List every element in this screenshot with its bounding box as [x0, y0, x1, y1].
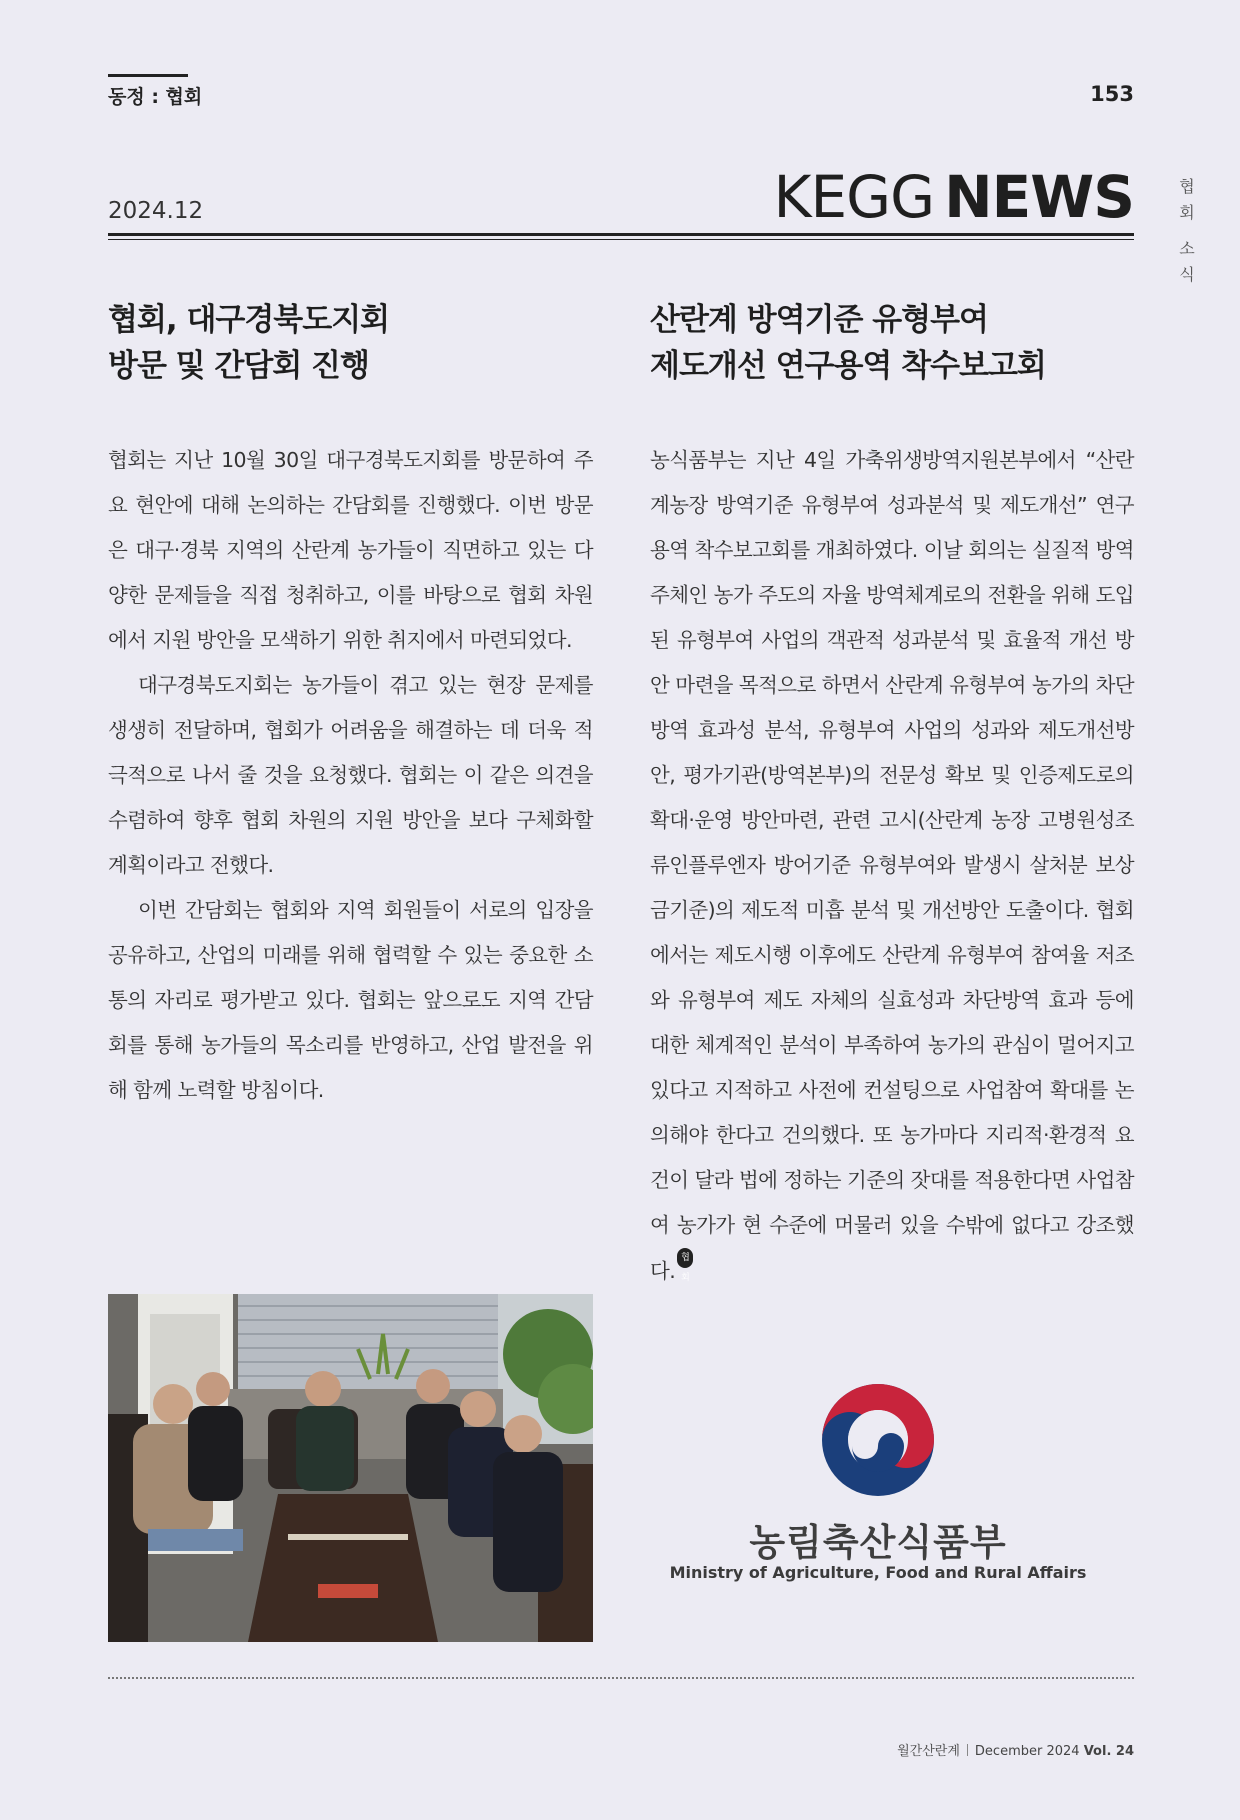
- side-tab: [1176, 174, 1198, 288]
- footer-month: December 2024: [974, 1744, 1080, 1759]
- right-paragraph: 농식품부는 지난 4일 가축위생방역지원본부에서 “산란계농장 방역기준 유형부여 성과분석 및 제도개선” 연구용역 착수보고회를 개최하였다. 이날 회의는 실질적 방역주체인 농가 주도의 자율 방역체계로의 전환을 위해 도입된 유형부여 사업의 객관적 성과분석 및 효율적 개선 방안 마련을 목적으로 하면서 산란계 유형부여 농가의 차단방역 효과성 분석, 유형부여 사업의 성과와 제도개선방안, 평가기관(방역본부)의 전문성 확보 및 인증제도로의 확대·운영 방안마련, 관련 고시(산란계 농장 고병원성조류인플루엔자 방어기준 유형부여와 발생시 살처분 보상금기준)의 제도적 미흡 분석 및 개선방안 도출이다. 협회에서는 제도시행 이후에도 산란계 유형부여 참여율 저조와 유형부여 제도 자체의 실효성과 차단방역 효과 등에 대한 체계적인 분석이 부족하여 농가의 관심이 멀어지고 있다고 지적하고 사전에 컨설팅으로 사업참여 확대를 논의해야 한다고 건의했다. 또 농가마다 지리적·환경적 요건이 달라 법에 정하는 기준의 잣대를 적용한다면 사업참여 농가가 현 수준에 머물러 있을 수밖에 없다고 강조했다.: [650, 448, 1134, 1283]
- left-title-line: 협회, 대구경북도지회: [108, 302, 390, 338]
- section-rule: [108, 74, 188, 77]
- masthead-rule-thin: [108, 239, 1134, 240]
- side-tab-char: 소: [1179, 239, 1195, 258]
- masthead-bold: NEWS: [944, 163, 1134, 231]
- section-label: 동정 : 협회: [108, 86, 203, 108]
- ministry-name-english: Ministry of Agriculture, Food and Rural Affairs: [669, 1563, 1087, 1582]
- left-article-body: [108, 438, 593, 1113]
- side-tab-char: 협: [1179, 177, 1195, 196]
- right-title-line: 제도개선 연구용역 착수보고회: [650, 348, 1046, 384]
- right-title-line: 산란계 방역기준 유형부여: [650, 302, 988, 338]
- left-paragraph: 이번 간담회는 협회와 지역 회원들이 서로의 입장을 공유하고, 산업의 미래를 위해 협력할 수 있는 중요한 소통의 자리로 평가받고 있다. 협회는 앞으로도 지역 간담회를 통해 농가들의 목소리를 반영하고, 산업 발전을 위해 함께 노력할 방침이다.: [108, 898, 593, 1102]
- side-tab-char: 회: [1179, 203, 1195, 222]
- right-article-title: [650, 297, 1134, 389]
- ministry-name-korean: 농림축산식품부: [749, 1521, 1007, 1564]
- left-paragraph: 협회는 지난 10월 30일 대구경북도지회를 방문하여 주요 현안에 대해 논의하는 간담회를 진행했다. 이번 방문은 대구·경북 지역의 산란계 농가들이 직면하고 있는 다양한 문제들을 직접 청취하고, 이를 바탕으로 협회 차원에서 지원 방안을 모색하기 위한 취지에서 마련되었다.: [108, 448, 593, 652]
- taegeuk-logo-icon: [822, 1384, 934, 1496]
- masthead-rule: [108, 233, 1134, 236]
- issue-date: 2024.12: [108, 198, 204, 224]
- masthead-light: KEGG: [773, 163, 935, 231]
- page-number: 153: [1090, 82, 1134, 106]
- end-mark-icon: 협회: [677, 1248, 693, 1268]
- footer-rule: [108, 1677, 1134, 1679]
- side-tab-char: 식: [1179, 265, 1195, 284]
- footer-volume: Vol. 24: [1083, 1744, 1134, 1759]
- meeting-photo: [108, 1294, 593, 1642]
- footer: [897, 1740, 1134, 1759]
- left-article-title: [108, 297, 593, 389]
- left-paragraph: 대구경북도지회는 농가들이 겪고 있는 현장 문제를 생생히 전달하며, 협회가 어려움을 해결하는 데 더욱 적극적으로 나서 줄 것을 요청했다. 협회는 이 같은 의견을 수렴하여 향후 협회 차원의 지원 방안을 보다 구체화할 계획이라고 전했다.: [108, 673, 593, 877]
- footer-separator: [967, 1744, 968, 1756]
- footer-magazine: 월간산란계: [897, 1744, 960, 1759]
- right-article-body: [650, 438, 1134, 1294]
- masthead: [774, 162, 1135, 232]
- left-title-line: 방문 및 간담회 진행: [108, 348, 369, 384]
